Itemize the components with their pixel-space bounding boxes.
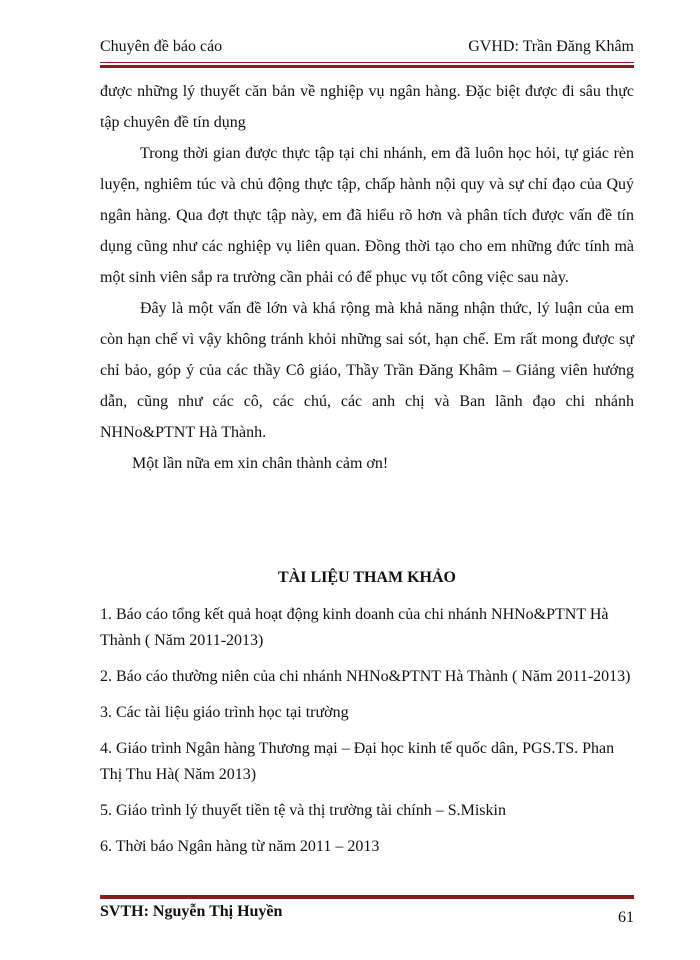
header-title: Chuyên đề báo cáo	[100, 38, 223, 55]
paragraph-thanks: Một lần nữa em xin chân thành cảm ơn!	[132, 455, 389, 472]
page-footer	[100, 903, 634, 927]
references-title: TÀI LIỆU THAM KHẢO	[278, 569, 456, 586]
references-list	[100, 602, 634, 860]
body-text	[100, 76, 634, 479]
reference-item: 4. Giáo trình Ngân hàng Thương mại – Đại học kinh tế quốc dân, PGS.TS. Phan Thị Thu Hà( Năm 2013)	[100, 740, 615, 783]
paragraph-3: Đây là một vấn đề lớn và khá rộng mà khả năng nhận thức, lý luận của em còn hạn chế vì vậy không tránh khỏi những sai sót, hạn chế. Em rất mong được sự chỉ bảo, góp ý của các thầy Cô giáo, Thầy Trần Đăng Khâm – Giảng viên hướng dẫn, cũng như các cô, các chú, các anh chị và Ban lãnh đạo chi nhánh NHNo&PTNT Hà Thành.	[100, 300, 634, 441]
reference-item: 3. Các tài liệu giáo trình học tại trường	[100, 704, 349, 721]
paragraph-2: Trong thời gian được thực tập tại chi nhánh, em đã luôn học hỏi, tự giác rèn luyện, nghiêm túc và chủ động thực tập, chấp hành nội quy và sự chỉ đạo của Quý ngân hàng. Qua đợt thực tập này, em đã hiểu rõ hơn và phân tích được vấn đề tín dụng cũng như các nghiệp vụ liên quan. Đồng thời tạo cho em những đức tính mà một sinh viên sắp ra trường cần phải có để phục vụ tốt công việc sau này.	[100, 145, 634, 286]
paragraph-1: được những lý thuyết căn bản về nghiệp vụ ngân hàng. Đặc biệt được đi sâu thực tập chuyên đề tín dụng	[100, 83, 634, 131]
footer-author: SVTH: Nguyễn Thị Huyền	[100, 903, 283, 920]
header-rule	[100, 62, 634, 68]
reference-item: 5. Giáo trình lý thuyết tiền tệ và thị trường tài chính – S.Miskin	[100, 802, 506, 819]
references-section	[100, 566, 634, 870]
page-header	[100, 38, 634, 56]
reference-item: 1. Báo cáo tổng kết quả hoạt động kinh doanh của chi nhánh NHNo&PTNT Hà Thành ( Năm 2011-2013)	[100, 606, 609, 649]
header-supervisor: GVHD: Trần Đăng Khâm	[468, 38, 634, 55]
reference-item: 2. Báo cáo thường niên của chi nhánh NHNo&PTNT Hà Thành ( Năm 2011-2013)	[100, 668, 631, 685]
reference-item: 6. Thời báo Ngân hàng từ năm 2011 – 2013	[100, 838, 380, 855]
footer-rule	[100, 893, 634, 899]
page-number: 61	[618, 909, 634, 926]
